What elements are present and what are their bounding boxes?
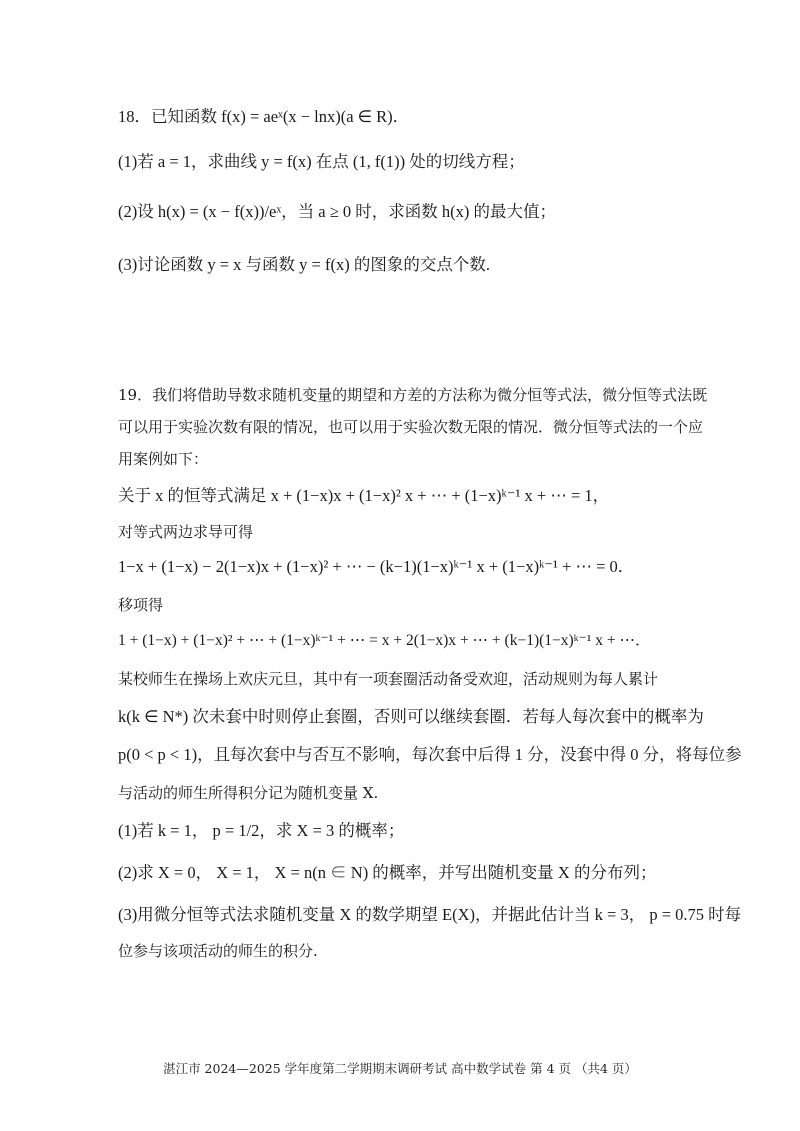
page-footer: 湛江市 2024—2025 学年度第二学期期末调研考试 高中数学试卷 第 4 页 （共4 页） [163, 1061, 637, 1076]
q19-part-3-line-1: (3)用微分恒等式法求随机变量 X 的数学期望 E(X)，并据此估计当 k = 3， p = 0.75 时每 [118, 905, 742, 924]
q19-part-2: (2)求 X = 0， X = 1， X = n(n ∈ N) 的概率，并写出随机变量 X 的分布列； [118, 863, 657, 882]
q19-story-line-3: p(0 < p < 1)，且每次套中与否互不影响，每次套中后得 1 分，没套中得 0 分，将每位参 [118, 745, 742, 764]
q19-story-line-4: 与活动的师生所得积分记为随机变量 X. [118, 784, 379, 802]
q19-part-1: (1)若 k = 1， p = 1/2，求 X = 3 的概率； [118, 821, 405, 840]
q19-move-label: 移项得 [118, 596, 164, 614]
q19-intro-line-3: 用案例如下： [118, 450, 209, 468]
q19-part-3-line-2: 位参与该项活动的师生的积分. [118, 942, 318, 960]
q18-part-2: (2)设 h(x) = (x − f(x))/eˣ，当 a ≥ 0 时，求函数 h(x) 的最大值； [118, 202, 556, 221]
q18-stem: 18．已知函数 f(x) = aeˣ(x − lnx)(a ∈ R)． [118, 107, 410, 126]
q19-derive-label: 对等式两边求导可得 [118, 523, 254, 541]
q19-move-equation: 1 + (1−x) + (1−x)² + ⋯ + (1−x)ᵏ⁻¹ + ⋯ = x + 2(1−x)x + ⋯ + (k−1)(1−x)ᵏ⁻¹ x + ⋯． [118, 632, 651, 649]
q18-part-1: (1)若 a = 1，求曲线 y = f(x) 在点 (1, f(1)) 处的切线方程； [118, 152, 525, 171]
q19-intro-line-2: 可以用于实验次数有限的情况，也可以用于实验次数无限的情况．微分恒等式法的一个应 [118, 418, 704, 436]
q19-story-line-1: 某校师生在操场上欢庆元旦，其中有一项套圈活动备受欢迎，活动规则为每人累计 [118, 670, 659, 688]
q19-story-line-2: k(k ∈ N*) 次未套中时则停止套圈，否则可以继续套圈．若每人每次套中的概率为 [118, 707, 704, 726]
q19-identity: 关于 x 的恒等式满足 x + (1−x)x + (1−x)² x + ⋯ + (1−x)ᵏ⁻¹ x + ⋯ = 1， [118, 486, 610, 505]
q19-intro-line-1: 19．我们将借助导数求随机变量的期望和方差的方法称为微分恒等式法，微分恒等式法既 [118, 386, 708, 404]
q19-derive-equation: 1−x + (1−x) − 2(1−x)x + (1−x)² + ⋯ − (k−1)(1−x)ᵏ⁻¹ x + (1−x)ᵏ⁻¹ + ⋯ = 0． [118, 557, 635, 576]
q18-part-3: (3)讨论函数 y = x 与函数 y = f(x) 的图象的交点个数. [118, 255, 490, 274]
